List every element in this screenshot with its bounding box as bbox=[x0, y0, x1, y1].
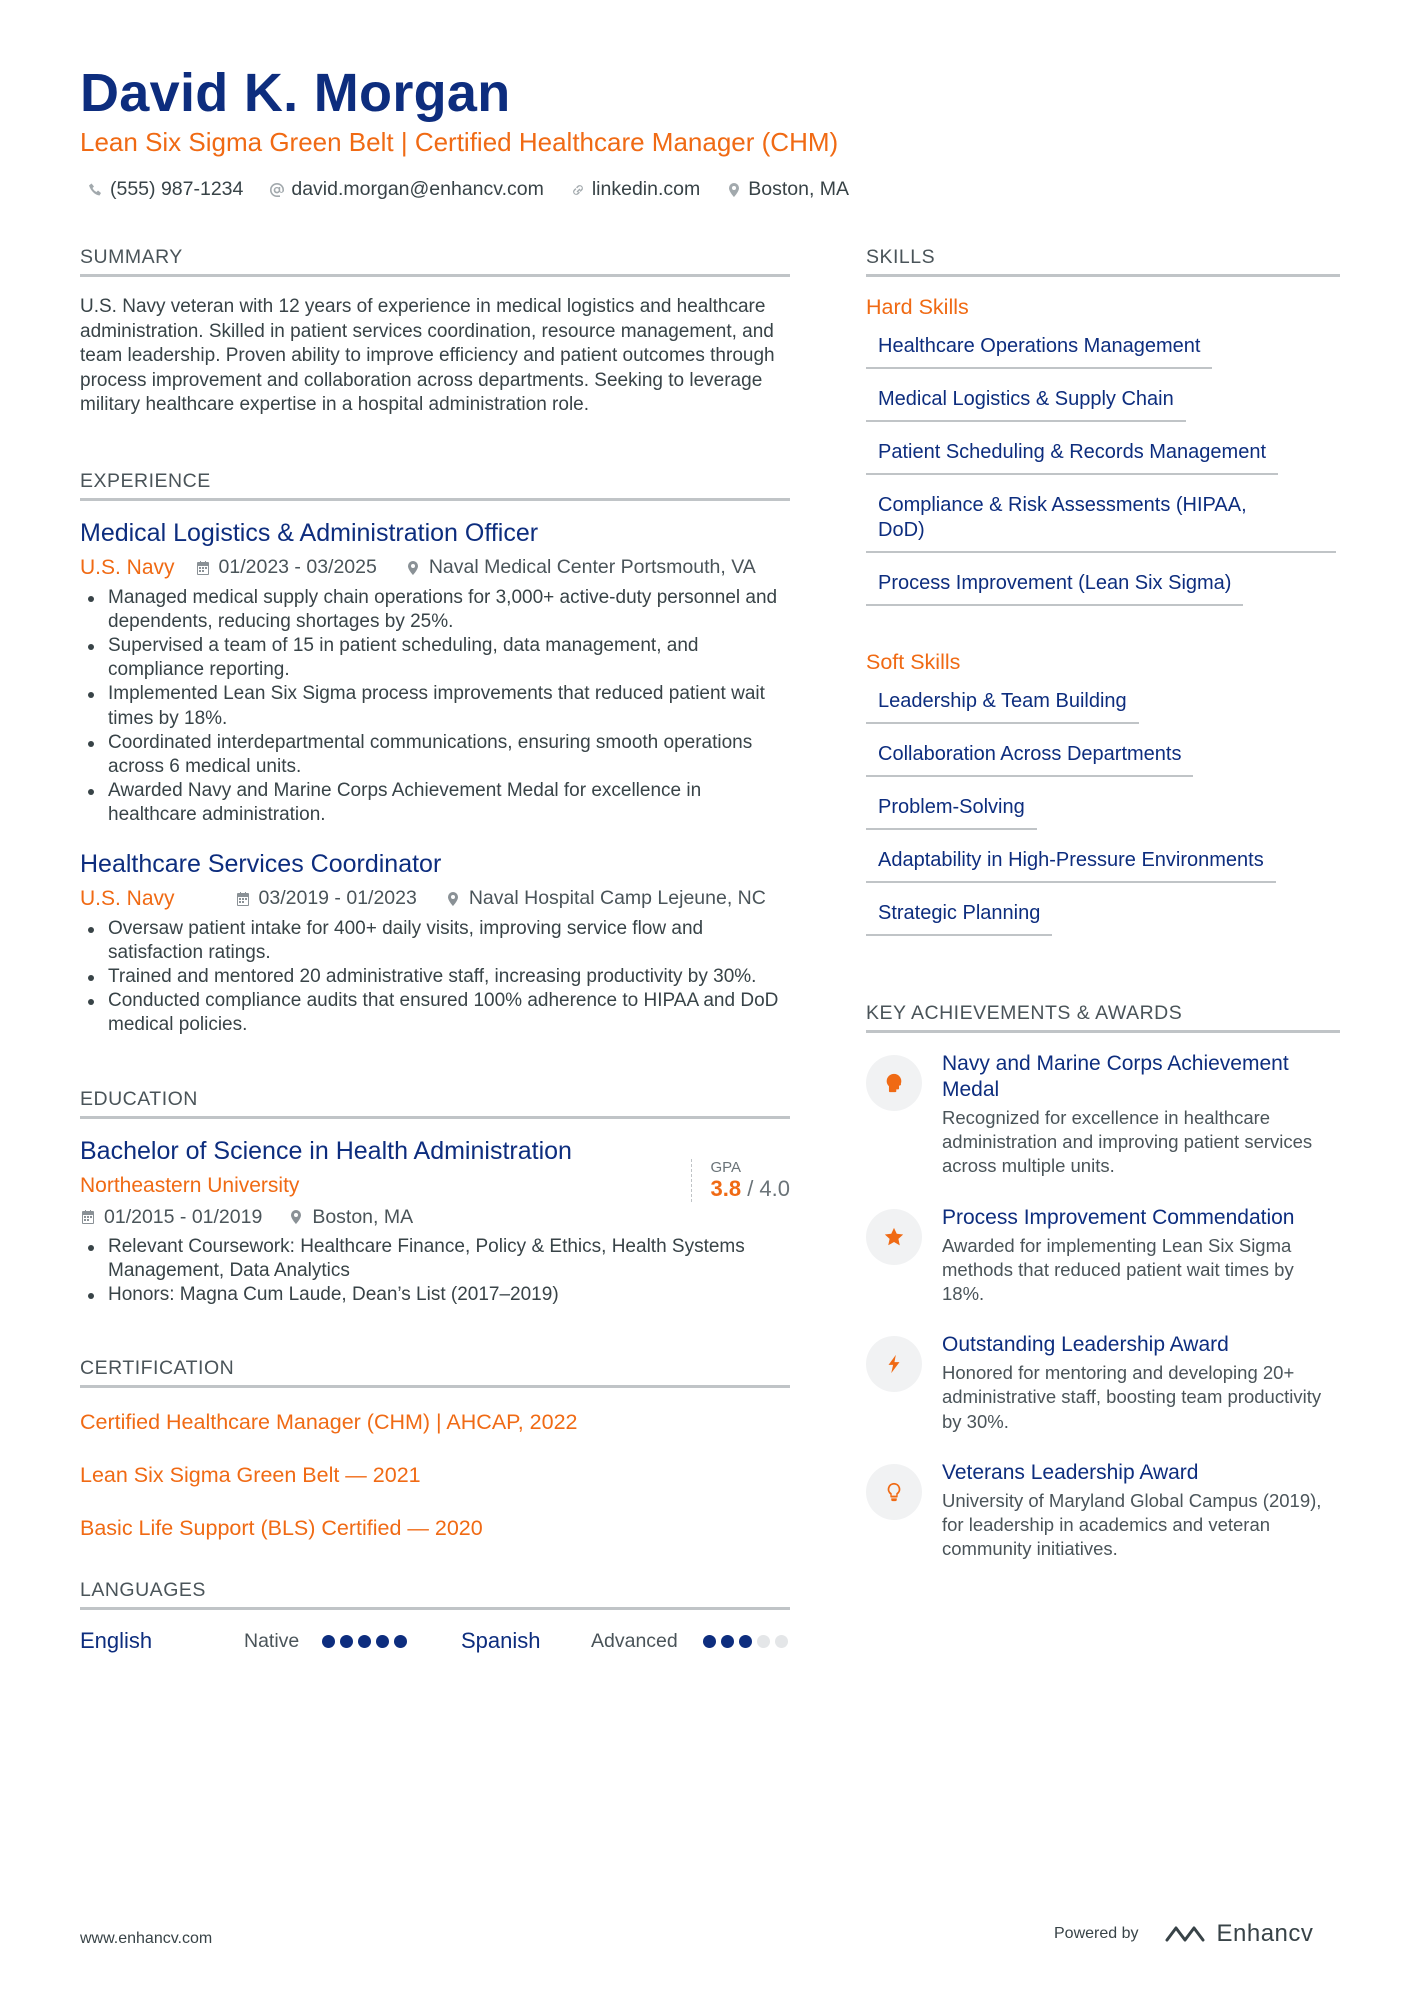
skill-group-title: Hard Skills bbox=[866, 295, 969, 319]
link-icon bbox=[570, 182, 586, 198]
linkedin-text: linkedin.com bbox=[591, 178, 701, 200]
contact-phone bbox=[88, 178, 243, 201]
languages-section bbox=[80, 1579, 790, 1654]
phone-icon bbox=[88, 182, 104, 198]
achievement-body bbox=[942, 1205, 1340, 1307]
section-title-certification: CERTIFICATION bbox=[80, 1357, 790, 1388]
skill-tag: Compliance & Risk Assessments (HIPAA, DoD) bbox=[866, 493, 1336, 553]
skill-tag: Patient Scheduling & Records Management bbox=[866, 440, 1278, 475]
section-title-summary: SUMMARY bbox=[80, 246, 790, 277]
footer-website[interactable]: www.enhancv.com bbox=[80, 1930, 213, 1947]
achievement-item bbox=[866, 1051, 1340, 1179]
list-item: Trained and mentored 20 administrative staff, increasing productivity by 30%. bbox=[88, 965, 790, 989]
section-title-education: EDUCATION bbox=[80, 1088, 790, 1119]
achievement-body bbox=[942, 1332, 1340, 1434]
job-location-text: Naval Medical Center Portsmouth, VA bbox=[428, 556, 756, 578]
contact-location bbox=[726, 178, 849, 201]
section-title-languages: LANGUAGES bbox=[80, 1579, 790, 1610]
achievement-desc: Awarded for implementing Lean Six Sigma methods that reduced patient wait times by 18%. bbox=[942, 1234, 1294, 1305]
candidate-name: David K. Morgan bbox=[80, 63, 511, 123]
achievement-body bbox=[942, 1051, 1340, 1179]
education-entry bbox=[80, 1137, 790, 1308]
certification-item: Certified Healthcare Manager (CHM) | AHCAP, 2022 bbox=[80, 1410, 578, 1435]
calendar-icon bbox=[235, 891, 251, 907]
powered-by-text: Powered by bbox=[1054, 1925, 1139, 1942]
skill-tag: Adaptability in High-Pressure Environments bbox=[866, 848, 1276, 883]
soft-skills-list bbox=[866, 689, 1340, 954]
left-column bbox=[80, 246, 790, 1654]
proficiency-dot bbox=[322, 1635, 335, 1648]
at-icon bbox=[269, 182, 285, 198]
list-item: Oversaw patient intake for 400+ daily visits, improving service flow and satisfaction ratings. bbox=[88, 917, 790, 965]
contact-email[interactable] bbox=[269, 178, 543, 201]
proficiency-dot bbox=[739, 1635, 752, 1648]
certification-section bbox=[80, 1357, 790, 1541]
summary-section bbox=[80, 246, 790, 418]
certification-item: Basic Life Support (BLS) Certified — 2020 bbox=[80, 1516, 483, 1541]
achievement-body bbox=[942, 1460, 1340, 1562]
brand-logo[interactable] bbox=[1163, 1920, 1314, 1948]
calendar-icon bbox=[195, 560, 211, 576]
right-column bbox=[866, 246, 1340, 1587]
job-company: U.S. Navy bbox=[80, 886, 175, 910]
job-title: Medical Logistics & Administration Officer bbox=[80, 518, 539, 547]
languages-row bbox=[80, 1628, 790, 1654]
skill-tag: Collaboration Across Departments bbox=[866, 742, 1193, 777]
contact-bar bbox=[88, 178, 849, 201]
section-title-experience: EXPERIENCE bbox=[80, 470, 790, 501]
achievement-desc: Recognized for excellence in healthcare administration and improving patient services across multiple units. bbox=[942, 1107, 1313, 1177]
skill-tag: Process Improvement (Lean Six Sigma) bbox=[866, 571, 1243, 606]
language-name: English bbox=[80, 1628, 153, 1654]
proficiency-dot bbox=[340, 1635, 353, 1648]
achievement-item bbox=[866, 1460, 1340, 1562]
brain-icon bbox=[883, 1072, 905, 1094]
job-dates-text: 01/2023 - 03/2025 bbox=[218, 556, 377, 578]
language-name: Spanish bbox=[461, 1628, 541, 1654]
skill-tag: Healthcare Operations Management bbox=[866, 334, 1212, 369]
location-pin-icon bbox=[288, 1209, 304, 1225]
certification-item: Lean Six Sigma Green Belt — 2021 bbox=[80, 1463, 421, 1488]
job-location bbox=[405, 556, 756, 579]
education-section bbox=[80, 1088, 790, 1308]
section-title-achievements: KEY ACHIEVEMENTS & AWARDS bbox=[866, 1002, 1340, 1033]
achievement-icon-wrap bbox=[866, 1055, 922, 1111]
calendar-icon bbox=[80, 1209, 96, 1225]
achievements-section bbox=[866, 1002, 1340, 1561]
list-item: Awarded Navy and Marine Corps Achievement Medal for excellence in healthcare administration. bbox=[88, 779, 790, 827]
skill-tag: Strategic Planning bbox=[866, 901, 1052, 936]
gpa-score: 3.8 bbox=[710, 1175, 742, 1201]
list-item: Coordinated interdepartmental communications, ensuring smooth operations across 6 medical units. bbox=[88, 731, 790, 779]
gpa-label: GPA bbox=[710, 1158, 742, 1176]
skill-tag: Problem-Solving bbox=[866, 795, 1037, 830]
education-location bbox=[288, 1206, 413, 1229]
education-location-text: Boston, MA bbox=[312, 1205, 414, 1228]
lightbulb-icon bbox=[883, 1481, 905, 1503]
list-item: Supervised a team of 15 in patient scheduling, data management, and compliance reporting. bbox=[88, 634, 790, 682]
phone-text: (555) 987-1234 bbox=[110, 178, 244, 200]
star-icon bbox=[883, 1226, 905, 1248]
achievement-icon-wrap bbox=[866, 1464, 922, 1520]
job-location bbox=[445, 887, 766, 910]
location-text: Boston, MA bbox=[748, 178, 850, 200]
achievement-item bbox=[866, 1332, 1340, 1434]
list-item: Implemented Lean Six Sigma process improvements that reduced patient wait times by 18%. bbox=[88, 682, 790, 730]
proficiency-dot bbox=[757, 1635, 770, 1648]
achievement-title: Navy and Marine Corps Achievement Medal bbox=[942, 1052, 1289, 1101]
education-meta bbox=[80, 1206, 790, 1229]
achievement-desc: University of Maryland Global Campus (2019), for leadership in academics and veteran community initiatives. bbox=[942, 1489, 1322, 1560]
email-text: david.morgan@enhancv.com bbox=[291, 178, 544, 200]
experience-section bbox=[80, 470, 790, 1038]
job-dates-text: 03/2019 - 01/2023 bbox=[258, 887, 417, 910]
proficiency-dot bbox=[703, 1635, 716, 1648]
proficiency-dot bbox=[775, 1635, 788, 1648]
list-item: Managed medical supply chain operations for 3,000+ active-duty personnel and dependents, reducing shortages by 25%. bbox=[88, 586, 790, 634]
skill-group-title: Soft Skills bbox=[866, 650, 961, 674]
job-dates bbox=[195, 556, 377, 579]
skill-tag: Medical Logistics & Supply Chain bbox=[866, 387, 1186, 422]
job-dates bbox=[235, 887, 417, 910]
proficiency-dot bbox=[721, 1635, 734, 1648]
location-pin-icon bbox=[405, 560, 421, 576]
proficiency-dot bbox=[394, 1635, 407, 1648]
job-title: Healthcare Services Coordinator bbox=[80, 849, 442, 878]
job-company: U.S. Navy bbox=[80, 555, 175, 579]
school-name: Northeastern University bbox=[80, 1173, 300, 1197]
achievement-title: Outstanding Leadership Award bbox=[942, 1333, 1229, 1357]
achievement-icon-wrap bbox=[866, 1336, 922, 1392]
job-bullets bbox=[80, 586, 790, 828]
language-level: Native bbox=[244, 1629, 300, 1652]
education-bullets bbox=[80, 1235, 790, 1308]
job-bullets bbox=[80, 917, 790, 1038]
proficiency-dot bbox=[358, 1635, 371, 1648]
achievement-item bbox=[866, 1205, 1340, 1307]
job-entry bbox=[80, 850, 790, 1038]
language-level: Advanced bbox=[591, 1629, 678, 1652]
gpa-max: / 4.0 bbox=[747, 1175, 790, 1201]
proficiency-dot bbox=[376, 1635, 389, 1648]
job-meta bbox=[80, 556, 790, 580]
education-dates-text: 01/2015 - 01/2019 bbox=[104, 1205, 263, 1228]
language-dots bbox=[703, 1635, 788, 1648]
hard-skills-list bbox=[866, 334, 1340, 624]
job-entry bbox=[80, 519, 790, 828]
job-meta bbox=[80, 887, 790, 911]
contact-linkedin[interactable] bbox=[570, 178, 700, 201]
infinity-logo-icon bbox=[1163, 1922, 1209, 1946]
footer-branding bbox=[1054, 1920, 1313, 1948]
achievement-desc: Honored for mentoring and developing 20+ administrative staff, boosting team productivity by 30%. bbox=[942, 1362, 1322, 1432]
language-dots bbox=[322, 1635, 407, 1648]
skill-tag: Leadership & Team Building bbox=[866, 689, 1139, 724]
achievement-title: Process Improvement Commendation bbox=[942, 1205, 1295, 1229]
gpa-block bbox=[691, 1159, 790, 1202]
achievement-title: Veterans Leadership Award bbox=[942, 1460, 1199, 1484]
summary-text: U.S. Navy veteran with 12 years of experience in medical logistics and healthcare administration. Skilled in patient services coordination, resource management, and team leadership. Proven ability to improve efficiency and patient outcomes through process improvement and collaboration across departments. Seeking to leverage military healthcare expertise in a hospital administration role. bbox=[80, 296, 775, 415]
gpa-value bbox=[710, 1176, 790, 1202]
list-item: Honors: Magna Cum Laude, Dean’s List (2017–2019) bbox=[88, 1283, 790, 1307]
section-title-skills: SKILLS bbox=[866, 246, 1340, 277]
lightning-icon bbox=[883, 1353, 905, 1375]
achievement-icon-wrap bbox=[866, 1209, 922, 1265]
location-pin-icon bbox=[726, 182, 742, 198]
list-item: Conducted compliance audits that ensured 100% adherence to HIPAA and DoD medical policies. bbox=[88, 989, 790, 1037]
skills-section bbox=[866, 246, 1340, 954]
brand-name: Enhancv bbox=[1216, 1920, 1314, 1947]
location-pin-icon bbox=[445, 891, 461, 907]
job-location-text: Naval Hospital Camp Lejeune, NC bbox=[468, 887, 766, 910]
degree-title: Bachelor of Science in Health Administration bbox=[80, 1136, 572, 1165]
education-dates bbox=[80, 1206, 262, 1229]
candidate-headline: Lean Six Sigma Green Belt | Certified Healthcare Manager (CHM) bbox=[80, 127, 839, 157]
list-item: Relevant Coursework: Healthcare Finance, Policy & Ethics, Health Systems Management, Data Analytics bbox=[88, 1235, 790, 1283]
